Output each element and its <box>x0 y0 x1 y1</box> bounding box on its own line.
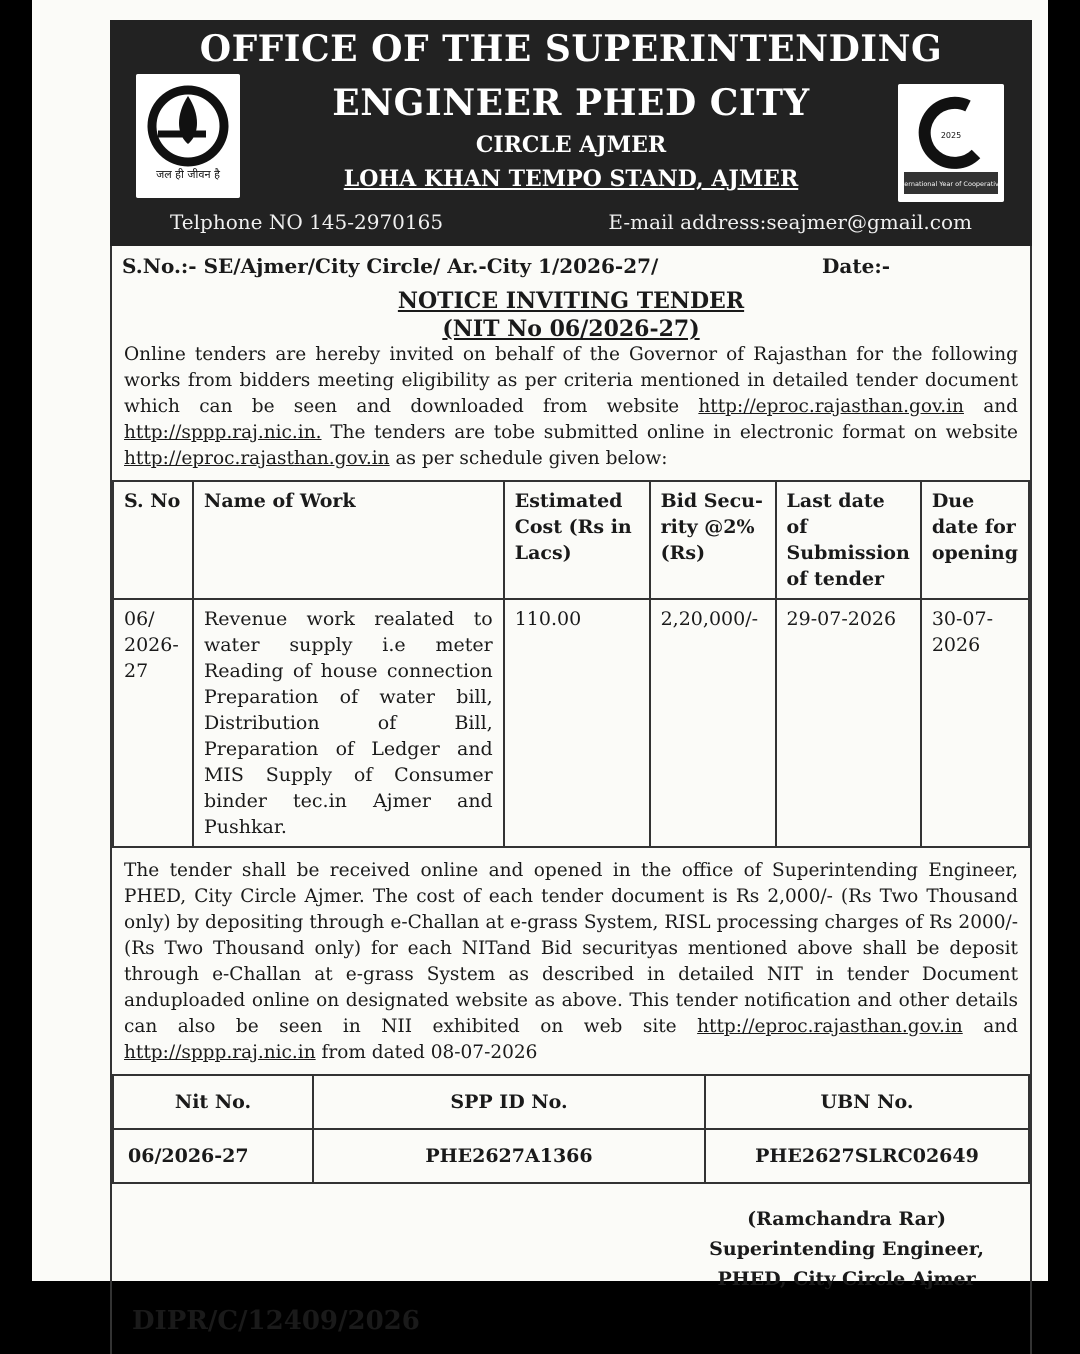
office-circle: CIRCLE AJMER <box>475 132 667 158</box>
cell-due-date: 30-07-2026 <box>921 599 1029 847</box>
eproc-link[interactable]: http://eproc.rajasthan.gov.in <box>698 396 964 417</box>
details-text: from dated 08-07-2026 <box>315 1042 538 1063</box>
intro-text: and <box>963 396 1019 417</box>
tender-notice <box>110 20 1032 1354</box>
cell-bid-security: 2,20,000/- <box>650 599 776 847</box>
cell-last-date: 29-07-2026 <box>776 599 921 847</box>
reference-number: S.No.:- SE/Ajmer/City Circle/ Ar.-City 1/2026-27/ <box>122 254 659 278</box>
office-title-line1: OFFICE OF THE SUPERINTENDING <box>199 28 943 70</box>
table-row <box>113 599 1029 847</box>
intro-text: Online tenders are hereby invited on behalf of the Governor of Rajasthan for the following works from bidders meeting eligibility as per criteria mentioned in detailed tender document which can be seen and downloaded from website <box>124 344 1018 417</box>
office-title-line2: ENGINEER PHED CITY <box>332 82 810 124</box>
intro-text: as per schedule given below: <box>389 448 668 469</box>
table-header-row <box>113 481 1029 599</box>
table-header-row <box>113 1075 1029 1129</box>
cell-ubn-no: PHE2627SLRC02649 <box>705 1129 1029 1183</box>
details-text: The tender shall be received online and opened in the office of Superintending Engineer, PHED, City Circle Ajmer. The cost of each tender document is Rs 2,000/- (Rs Two Thousand only) by depositing through e-Challan at e-grass System, RISL processing charges of Rs 2000/- (Rs Two Thousand only) for each NITand Bid securityas mentioned above shall be deposit through e-Challan at e-grass System as described in detailed NIT in tender Document anduploaded online on designated website as above. This tender notification and other details can also be seen in NII exhibited on web site <box>124 860 1018 1037</box>
nit-number: (NIT No 06/2026-27) <box>442 316 700 342</box>
telephone: Telphone NO 145-2970165 <box>170 210 444 234</box>
intro-text: The tenders are tobe submitted online in electronic format on website <box>321 422 1018 443</box>
eproc-link[interactable]: http://eproc.rajasthan.gov.in <box>124 448 390 469</box>
signatory-designation: Superintending Engineer, <box>709 1238 984 1260</box>
notice-footer <box>122 1184 1020 1354</box>
col-estimated-cost: Estimated Cost (Rs in Lacs) <box>504 481 650 599</box>
sppp-link[interactable]: http://sppp.raj.nic.in <box>124 1042 316 1063</box>
cell-estimated-cost: 110.00 <box>504 599 650 847</box>
ids-table <box>112 1074 1030 1184</box>
signatory-office: PHED, City Circle Ajmer <box>717 1268 976 1290</box>
intro-paragraph <box>122 342 1020 472</box>
dipr-number: DIPR/C/12409/2026 <box>132 1306 420 1336</box>
col-nit-no: Nit No. <box>113 1075 313 1129</box>
details-text: and <box>962 1016 1019 1037</box>
notice-title: NOTICE INVITING TENDER <box>397 288 745 314</box>
signatory-name: (Ramchandra Rar) <box>747 1208 946 1230</box>
office-contact <box>170 210 972 234</box>
cell-spp-id: PHE2627A1366 <box>313 1129 705 1183</box>
logo-right-text: International Year of Cooperatives <box>898 180 1004 188</box>
col-name-of-work: Name of Work <box>193 481 504 599</box>
notice-body <box>110 246 1032 1354</box>
col-sno: S. No <box>113 481 193 599</box>
col-ubn-no: UBN No. <box>705 1075 1029 1129</box>
reference-line <box>122 246 1020 282</box>
table-row <box>113 1129 1029 1183</box>
sppp-link[interactable]: http://sppp.raj.nic.in. <box>124 422 322 443</box>
logo-right-year: 2025 <box>940 131 962 140</box>
office-address: LOHA KHAN TEMPO STAND, AJMER <box>343 166 799 192</box>
details-paragraph <box>122 858 1020 1066</box>
cell-nit-no: 06/2026-27 <box>113 1129 313 1183</box>
col-bid-security: Bid Secu-rity @2% (Rs) <box>650 481 776 599</box>
email: E-mail address:seajmer@gmail.com <box>608 210 972 234</box>
logo-left-text: जल ही जीवन है <box>156 168 220 181</box>
newspaper-page <box>32 0 1048 1336</box>
notice-header <box>110 20 1032 246</box>
eproc-link[interactable]: http://eproc.rajasthan.gov.in <box>697 1016 963 1037</box>
col-last-date: Last date of Submission of tender <box>776 481 921 599</box>
cell-sno: 06/ 2026-27 <box>113 599 193 847</box>
date-label: Date:- <box>822 254 890 278</box>
col-due-date: Due date for opening <box>921 481 1029 599</box>
col-spp-id: SPP ID No. <box>313 1075 705 1129</box>
cell-name-of-work: Revenue work realated to water supply i.e meter Reading of house connection Preparation of water bill, Distribution of Bill, Preparation of Ledger and MIS Supply of Consumer binder tec.in Ajmer and Pushkar. <box>193 599 504 847</box>
work-table <box>112 480 1030 848</box>
